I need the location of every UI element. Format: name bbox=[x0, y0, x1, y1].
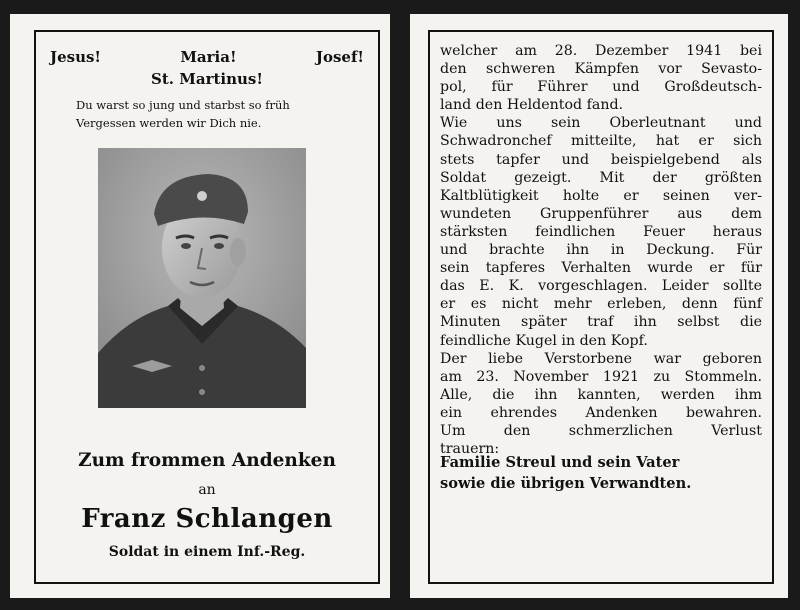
left-card-frame bbox=[34, 30, 380, 584]
invocation-jesus: Jesus! bbox=[50, 48, 102, 66]
text-line: Minuten später traf ihn selbst die bbox=[440, 314, 762, 331]
mourners-line: sowie die übrigen Verwandten. bbox=[440, 475, 692, 492]
verse-line: Du warst so jung und starbst so früh bbox=[76, 98, 290, 112]
text-line: sein tapferes Verhalten wurde er für bbox=[440, 260, 762, 277]
text-line: das E. K. vorgeschlagen. Leider sollte bbox=[440, 278, 762, 295]
verse-line: Vergessen werden wir Dich nie. bbox=[76, 116, 262, 130]
deceased-name: Franz Schlangen bbox=[81, 504, 333, 534]
text-line: am 23. November 1921 zu Stommeln. bbox=[440, 368, 762, 385]
mourners-line: Familie Streul und sein Vater bbox=[440, 454, 680, 471]
text-line: stärksten feindlichen Feuer heraus bbox=[440, 223, 762, 240]
soldier-portrait-photo bbox=[98, 148, 306, 408]
right-card-page bbox=[410, 14, 788, 598]
text-line: welcher am 28. Dezember 1941 bei bbox=[440, 43, 762, 59]
text-line: feindliche Kugel in den Kopf. bbox=[440, 332, 648, 349]
text-line: Schwadronchef mitteilte, hat er sich bbox=[440, 133, 762, 150]
invocation-maria: Maria! bbox=[180, 48, 237, 66]
text-line: trauern: bbox=[440, 441, 500, 458]
text-line: und brachte ihn in Deckung. Für bbox=[440, 242, 762, 259]
text-line: den schweren Kämpfen vor Sevasto- bbox=[440, 61, 762, 78]
text-line: Der liebe Verstorbene war geboren bbox=[440, 350, 762, 367]
text-line: er es nicht mehr erleben, denn fünf bbox=[440, 296, 762, 313]
text-line: Kaltblütigkeit holte er seinen ver- bbox=[440, 187, 762, 204]
text-line: ein ehrendes Andenken bewahren. bbox=[440, 404, 762, 421]
right-card-frame bbox=[428, 30, 774, 584]
text-line: pol, für Führer und Großdeutsch- bbox=[440, 79, 762, 96]
portrait-image bbox=[98, 148, 306, 408]
left-card-page bbox=[10, 14, 390, 598]
text-line: land den Heldentod fand. bbox=[440, 97, 624, 114]
invocation-row bbox=[50, 48, 364, 66]
text-line: Soldat gezeigt. Mit der größten bbox=[440, 169, 762, 186]
text-line: wundeten Gruppenführer aus dem bbox=[440, 205, 762, 222]
text-line: Um den schmerzlichen Verlust bbox=[440, 422, 762, 439]
memorial-verse bbox=[76, 96, 368, 132]
text-line: Alle, die ihn kannten, werden ihm bbox=[440, 386, 762, 403]
invocation-josef: Josef! bbox=[315, 48, 364, 66]
obituary-text bbox=[440, 42, 762, 458]
preposition-an: an bbox=[198, 482, 216, 498]
mourners bbox=[440, 452, 762, 494]
text-line: stets tapfer und beispielgebend als bbox=[440, 151, 762, 168]
military-rank: Soldat in einem Inf.-Reg. bbox=[108, 544, 306, 560]
saint-invocation: St. Martinus! bbox=[151, 70, 263, 88]
text-line: Wie uns sein Oberleutnant und bbox=[440, 115, 762, 132]
memorial-heading: Zum frommen Andenken bbox=[78, 450, 336, 471]
